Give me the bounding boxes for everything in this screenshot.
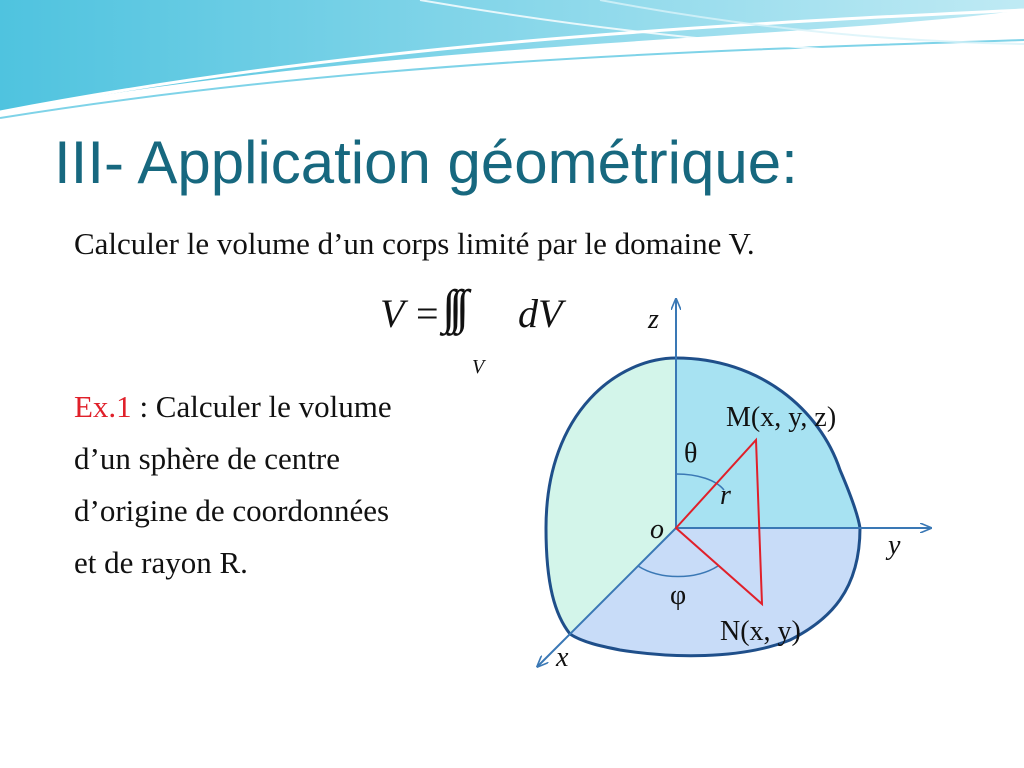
exercise-text-line: et de rayon R. [74,545,248,580]
slide-title: III- Application géométrique: [54,129,798,196]
formula-integrand: dV [518,291,563,336]
integral-domain-subscript: V [472,356,485,378]
exercise-label: Ex.1 [74,389,132,424]
phi-label: φ [670,580,687,611]
z-axis-label: z [648,304,659,335]
x-axis-label: x [556,642,569,673]
formula-equals: = [416,291,439,336]
exercise-statement [74,381,504,589]
exercise-text-line: d’origine de coordonnées [74,493,390,528]
formula-lhs: V [380,291,405,336]
origin-label: o [650,514,664,545]
point-n-label: N(x, y) [720,616,801,647]
sphere-coordinate-diagram [520,290,950,690]
radius-label: r [720,480,731,511]
theta-label: θ [684,438,698,469]
header-wave-decoration [0,0,1024,130]
exercise-text-line: d’un sphère de centre [74,441,340,476]
intro-text: Calculer le volume d’un corps limité par le domaine V. [74,226,755,261]
point-m-label: M(x, y, z) [726,402,837,433]
exercise-line-1 [74,381,504,433]
exercise-text-line: : Calculer le volume [131,389,392,424]
y-axis-label: y [888,530,901,561]
